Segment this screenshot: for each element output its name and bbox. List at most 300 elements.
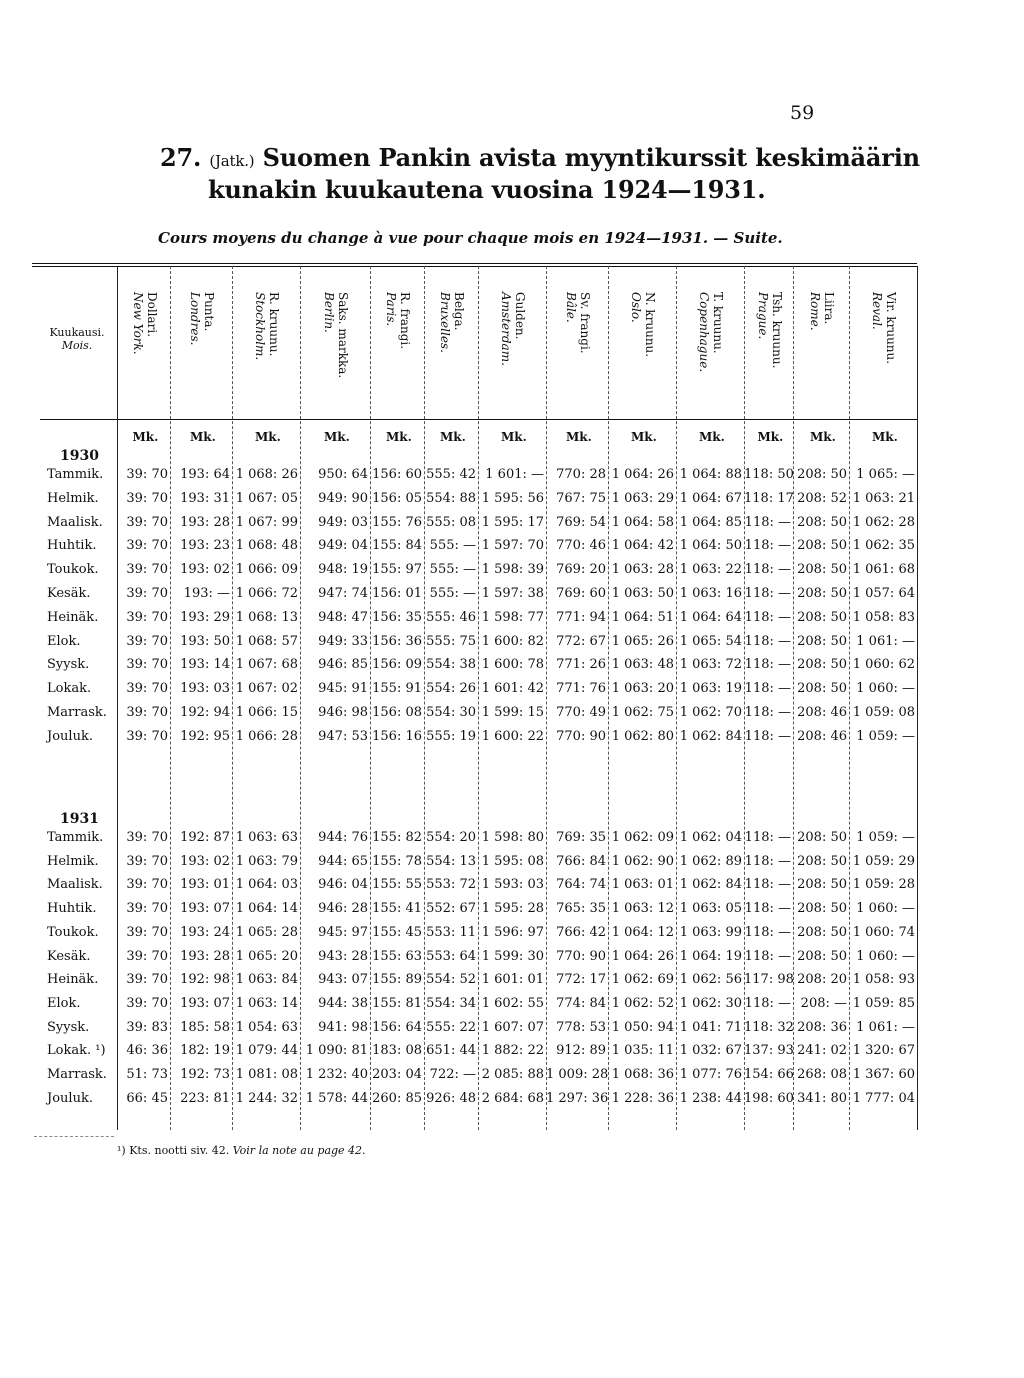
unit-label: Mk. <box>324 430 350 444</box>
rate-cell: 1 060: — <box>856 681 915 697</box>
rate-cell: 1 600: 22 <box>481 728 544 744</box>
rate-cell: 555: 46 <box>426 609 476 625</box>
header-currency <box>793 292 849 412</box>
month-label: Heinäk. <box>47 972 99 988</box>
month-label: Tammik. <box>47 467 104 482</box>
month-label: Jouluk. <box>47 1090 93 1106</box>
rate-cell: 1 597: 38 <box>481 586 544 601</box>
header-currency-label <box>870 292 898 364</box>
rate-cell: 193: 23 <box>180 538 230 554</box>
rate-cell: 208: 50 <box>797 901 847 917</box>
rate-cell: 943: 28 <box>318 948 368 964</box>
rate-cell: 208: 46 <box>797 705 847 720</box>
rate-cell: 1 578: 44 <box>305 1090 368 1106</box>
rate-cell: 555: 42 <box>426 467 476 482</box>
rate-cell: 193: 02 <box>180 562 230 578</box>
rate-cell: 766: 42 <box>556 924 606 940</box>
rate-cell: 948: 47 <box>318 609 368 625</box>
unit-label: Mk. <box>631 430 657 444</box>
currency-city: Bâle. <box>564 292 578 323</box>
rate-cell: 554: 26 <box>426 681 476 697</box>
rate-cell: 1 063: 19 <box>679 681 742 697</box>
rate-cell: 192: 73 <box>180 1067 230 1082</box>
rate-cell: 1 059: 08 <box>852 705 915 720</box>
rate-cell: 1 058: 83 <box>852 609 915 625</box>
rate-cell: 1 066: 28 <box>235 728 298 744</box>
rate-cell: 1 063: 20 <box>611 681 674 697</box>
footnote-fr: Voir la note au page 42. <box>232 1144 366 1157</box>
rate-cell: 555: — <box>429 586 476 601</box>
rate-cell: 118: 32 <box>744 1019 794 1035</box>
rate-cell: 1 035: 11 <box>611 1043 674 1059</box>
table-rule-0 <box>32 263 917 264</box>
rate-cell: 156: 08 <box>372 705 422 720</box>
rate-cell: 1 367: 60 <box>852 1067 915 1082</box>
rate-cell: 1 064: 64 <box>679 609 742 625</box>
month-label: Lokak. <box>47 681 92 697</box>
rate-cell: 1 063: 79 <box>235 853 298 869</box>
month-label: Syysk. <box>47 657 90 673</box>
rate-cell: 1 054: 63 <box>235 1019 298 1035</box>
currency-name: T. kruunu. <box>711 292 725 354</box>
rate-cell: 1 600: 82 <box>481 633 544 649</box>
rate-cell: 66: 45 <box>126 1090 168 1106</box>
rate-cell: 1 068: 36 <box>611 1067 674 1082</box>
month-label: Kesäk. <box>47 586 91 601</box>
rate-cell: 208: 50 <box>797 924 847 940</box>
currency-name: R. kruunu. <box>267 292 281 357</box>
rate-cell: 1 064: 67 <box>679 490 742 506</box>
rate-cell: 771: 94 <box>556 609 606 625</box>
rate-cell: 39: 70 <box>126 633 168 649</box>
rate-cell: 1 065: 28 <box>235 924 298 940</box>
header-currency <box>608 292 676 412</box>
currency-name: Vir. kruunu. <box>884 292 898 365</box>
month-label: Helmik. <box>47 853 99 869</box>
currency-name: R. frangi. <box>398 292 412 350</box>
rate-cell: 155: 78 <box>372 853 422 869</box>
rate-cell: 1 063: 12 <box>611 901 674 917</box>
rate-cell: 223: 81 <box>180 1090 230 1106</box>
rate-cell: 1 064: 51 <box>611 609 674 625</box>
rate-cell: 1 064: 26 <box>611 467 674 482</box>
rate-cell: 950: 64 <box>318 467 368 482</box>
rate-cell: 651: 44 <box>426 1043 476 1059</box>
rate-cell: 770: 28 <box>556 467 606 482</box>
rate-cell: 945: 97 <box>318 924 368 940</box>
header-currency-label <box>756 292 784 368</box>
header-currency-label <box>697 292 725 372</box>
rate-cell: 39: 70 <box>126 609 168 625</box>
header-currency <box>170 292 232 412</box>
rate-cell: 118: — <box>744 705 791 720</box>
rate-cell: 1 607: 07 <box>481 1019 544 1035</box>
rate-cell: 1 598: 39 <box>481 562 544 578</box>
rate-cell: 155: 89 <box>372 972 422 988</box>
rate-cell: 1 064: 12 <box>611 924 674 940</box>
rate-cell: 1 066: 15 <box>235 705 298 720</box>
rate-cell: 192: 98 <box>180 972 230 988</box>
rate-cell: 198: 60 <box>744 1090 794 1106</box>
rate-cell: 1 067: 68 <box>235 657 298 673</box>
rate-cell: 156: 05 <box>372 490 422 506</box>
footnote-divider <box>34 1136 114 1137</box>
unit-label: Mk. <box>386 430 412 444</box>
rate-cell: 1 064: 14 <box>235 901 298 917</box>
rate-cell: 155: 81 <box>372 995 422 1011</box>
rate-cell: 208: 50 <box>797 853 847 869</box>
rate-cell: 1 297: 36 <box>546 1090 609 1106</box>
rate-cell: 1 320: 67 <box>852 1043 915 1059</box>
header-currency <box>300 292 370 412</box>
month-label: Toukok. <box>47 562 99 578</box>
currency-city: Londres. <box>188 292 202 346</box>
rate-cell: 1 063: 21 <box>852 490 915 506</box>
table-rule-1 <box>32 266 917 267</box>
rate-cell: 137: 93 <box>744 1043 794 1059</box>
rate-cell: 208: 52 <box>797 490 847 506</box>
month-label: Helmik. <box>47 490 99 506</box>
rate-cell: 1 600: 78 <box>481 657 544 673</box>
rate-cell: 118: — <box>744 901 791 917</box>
rate-cell: 118: — <box>744 657 791 673</box>
rate-cell: 39: 70 <box>126 853 168 869</box>
rate-cell: 555: 19 <box>426 728 476 744</box>
rate-cell: 1 063: 50 <box>611 586 674 601</box>
rate-cell: 1 060: — <box>856 901 915 917</box>
month-label: Huhtik. <box>47 538 97 554</box>
currency-city: Prague. <box>755 292 770 340</box>
rate-cell: 1 601: 42 <box>481 681 544 697</box>
rate-cell: 1 063: 63 <box>235 830 298 845</box>
month-label: Lokak. ¹) <box>47 1043 106 1059</box>
unit-label: Mk. <box>699 430 725 444</box>
rate-cell: 208: 20 <box>797 972 847 988</box>
rate-cell: 941: 98 <box>318 1019 368 1035</box>
rate-cell: 949: 90 <box>318 490 368 506</box>
rate-cell: 949: 04 <box>318 538 368 554</box>
rate-cell: 554: 88 <box>426 490 476 506</box>
month-label: Marrask. <box>47 1067 107 1082</box>
rate-cell: 1 064: 85 <box>679 514 742 530</box>
rate-cell: 1 061: 68 <box>852 562 915 578</box>
rate-cell: 774: 84 <box>556 995 606 1011</box>
rate-cell: 155: 41 <box>372 901 422 917</box>
rate-cell: 1 059: 85 <box>852 995 915 1011</box>
rate-cell: 1 050: 94 <box>611 1019 674 1035</box>
rate-cell: 39: 70 <box>126 562 168 578</box>
rate-cell: 1 066: 72 <box>235 586 298 601</box>
rate-cell: 1 228: 36 <box>611 1090 674 1106</box>
currency-name: Sv. frangi. <box>578 292 592 354</box>
rate-cell: 1 064: 42 <box>611 538 674 554</box>
rate-cell: 926: 48 <box>426 1090 476 1106</box>
rate-cell: 203: 04 <box>372 1067 422 1082</box>
rate-cell: 156: 09 <box>372 657 422 673</box>
rate-cell: 118: — <box>744 586 791 601</box>
rate-cell: 1 063: 05 <box>679 901 742 917</box>
unit-label: Mk. <box>190 430 216 444</box>
header-month-fr: Mois. <box>61 339 93 352</box>
header-currency-label <box>629 292 657 357</box>
currency-city: Stockholm. <box>253 292 267 361</box>
rate-cell: 554: 34 <box>426 995 476 1011</box>
rate-cell: 208: 50 <box>797 562 847 578</box>
rate-cell: 39: 70 <box>126 728 168 744</box>
rate-cell: 1 062: 52 <box>611 995 674 1011</box>
rate-cell: 770: 49 <box>556 705 606 720</box>
month-label: Kesäk. <box>47 948 91 964</box>
rate-cell: 39: 83 <box>126 1019 168 1035</box>
rate-cell: 183: 08 <box>372 1043 422 1059</box>
header-currency-label <box>253 292 281 360</box>
rate-cell: 769: 54 <box>556 514 606 530</box>
rate-cell: 554: 30 <box>426 705 476 720</box>
rate-cell: 208: 50 <box>797 586 847 601</box>
rate-cell: 193: 50 <box>180 633 230 649</box>
rate-cell: 1 064: 26 <box>611 948 674 964</box>
month-label: Maalisk. <box>47 514 103 530</box>
rate-cell: 341: 80 <box>797 1090 847 1106</box>
rate-cell: 118: — <box>744 830 791 845</box>
rate-cell: 118: — <box>744 514 791 530</box>
rate-cell: 118: — <box>744 924 791 940</box>
rate-cell: 118: — <box>744 995 791 1011</box>
rate-cell: 1 598: 77 <box>481 609 544 625</box>
rate-cell: 2 085: 88 <box>481 1067 544 1082</box>
rate-cell: 1 062: 70 <box>679 705 742 720</box>
rate-cell: 945: 91 <box>318 681 368 697</box>
currency-city: Copenhague. <box>697 292 711 373</box>
rate-cell: 1 059: — <box>856 728 915 744</box>
rate-cell: 1 244: 32 <box>235 1090 298 1106</box>
rate-cell: 118: — <box>744 728 791 744</box>
rate-cell: 1 059: — <box>856 830 915 845</box>
rate-cell: 770: 46 <box>556 538 606 554</box>
rate-cell: 39: 70 <box>126 705 168 720</box>
header-currency-label <box>131 292 159 355</box>
rate-cell: 947: 53 <box>318 728 368 744</box>
currency-city: Oslo. <box>629 292 643 323</box>
rate-cell: 553: 11 <box>426 924 476 940</box>
header-currency <box>424 292 478 412</box>
rate-cell: 1 063: 48 <box>611 657 674 673</box>
month-label: Toukok. <box>47 924 99 940</box>
rate-cell: 118: 50 <box>744 467 794 482</box>
rate-cell: 1 062: 30 <box>679 995 742 1011</box>
header-currency-label <box>808 292 836 331</box>
rate-cell: 1 060: — <box>856 948 915 964</box>
rate-cell: 949: 03 <box>318 514 368 530</box>
month-label: Huhtik. <box>47 901 97 917</box>
rate-cell: 155: 84 <box>372 538 422 554</box>
rate-cell: 1 065: 54 <box>679 633 742 649</box>
rate-cell: 554: 38 <box>426 657 476 673</box>
rate-cell: 193: 24 <box>180 924 230 940</box>
title-text-1: Suomen Pankin avista myyntikurssit keskimäärin <box>262 143 920 172</box>
year-heading: 1931 <box>60 811 99 827</box>
rate-cell: 1 238: 44 <box>679 1090 742 1106</box>
rate-cell: 193: 01 <box>180 877 230 893</box>
rate-cell: 554: 20 <box>426 830 476 845</box>
rate-cell: 118: — <box>744 609 791 625</box>
currency-name: Saks. markka. <box>336 292 350 379</box>
rate-cell: 39: 70 <box>126 657 168 673</box>
month-label: Jouluk. <box>47 728 93 744</box>
rate-cell: 1 009: 28 <box>546 1067 609 1082</box>
rate-cell: 947: 74 <box>318 586 368 601</box>
header-currency <box>478 292 546 412</box>
rate-cell: 1 062: 28 <box>852 514 915 530</box>
header-currency-label <box>438 292 466 353</box>
header-currency <box>676 292 744 412</box>
rate-cell: 764: 74 <box>556 877 606 893</box>
rate-cell: 769: 60 <box>556 586 606 601</box>
rate-cell: 193: 31 <box>180 490 230 506</box>
header-currency <box>546 292 608 412</box>
rate-cell: 1 596: 97 <box>481 924 544 940</box>
currency-name: Gulden. <box>513 292 527 340</box>
rate-cell: 1 059: 28 <box>852 877 915 893</box>
rate-cell: 156: 60 <box>372 467 422 482</box>
rate-cell: 1 060: 62 <box>852 657 915 673</box>
currency-name: Belga. <box>452 292 466 331</box>
rate-cell: 1 041: 71 <box>679 1019 742 1035</box>
rate-cell: 771: 76 <box>556 681 606 697</box>
rate-cell: 39: 70 <box>126 514 168 530</box>
rate-cell: 1 090: 81 <box>305 1043 368 1059</box>
unit-label: Mk. <box>566 430 592 444</box>
rate-cell: 943: 07 <box>318 972 368 988</box>
rate-cell: 946: 04 <box>318 877 368 893</box>
rate-cell: 555: 08 <box>426 514 476 530</box>
rate-cell: 182: 19 <box>180 1043 230 1059</box>
rate-cell: 1 077: 76 <box>679 1067 742 1082</box>
rate-cell: 553: 64 <box>426 948 476 964</box>
rate-cell: 117: 98 <box>744 972 794 988</box>
currency-city: Bruxelles. <box>438 292 452 353</box>
rate-cell: 948: 19 <box>318 562 368 578</box>
rate-cell: 1 064: 19 <box>679 948 742 964</box>
column-separator <box>917 266 918 1130</box>
rate-cell: 770: 90 <box>556 948 606 964</box>
month-label: Heinäk. <box>47 609 99 625</box>
header-month-fi: Kuukausi. <box>49 326 105 339</box>
rate-cell: 155: 97 <box>372 562 422 578</box>
rate-cell: 39: 70 <box>126 830 168 845</box>
rate-cell: 1 063: 16 <box>679 586 742 601</box>
rate-cell: 1 068: 57 <box>235 633 298 649</box>
rate-cell: 208: 50 <box>797 609 847 625</box>
header-currency-label <box>188 292 216 345</box>
header-currency-label <box>322 292 350 378</box>
rate-cell: 208: 50 <box>797 681 847 697</box>
rate-cell: 944: 38 <box>318 995 368 1011</box>
currency-name: Punta. <box>202 292 216 332</box>
rate-cell: 156: 35 <box>372 609 422 625</box>
rate-cell: 155: 91 <box>372 681 422 697</box>
rate-cell: 912: 89 <box>556 1043 606 1059</box>
rate-cell: 1 063: 28 <box>611 562 674 578</box>
rate-cell: 1 601: — <box>485 467 544 482</box>
rate-cell: 1 061: — <box>856 1019 915 1035</box>
rate-cell: 118: 17 <box>744 490 794 506</box>
header-currency <box>232 292 300 412</box>
rate-cell: 193: 14 <box>180 657 230 673</box>
rate-cell: 1 062: 09 <box>611 830 674 845</box>
rate-cell: 1 062: 69 <box>611 972 674 988</box>
header-month <box>40 326 114 352</box>
rate-cell: 155: 55 <box>372 877 422 893</box>
rate-cell: 1 068: 13 <box>235 609 298 625</box>
rate-cell: 769: 20 <box>556 562 606 578</box>
rate-cell: 772: 67 <box>556 633 606 649</box>
rate-cell: 1 063: 84 <box>235 972 298 988</box>
rate-cell: 1 599: 15 <box>481 705 544 720</box>
rate-cell: 722: — <box>429 1067 476 1082</box>
rate-cell: 1 595: 17 <box>481 514 544 530</box>
rate-cell: 1 595: 08 <box>481 853 544 869</box>
rate-cell: 1 065: 26 <box>611 633 674 649</box>
rate-cell: 1 595: 28 <box>481 901 544 917</box>
rate-cell: 1 062: 75 <box>611 705 674 720</box>
rate-cell: 156: 64 <box>372 1019 422 1035</box>
rate-cell: 1 602: 55 <box>481 995 544 1011</box>
month-label: Maalisk. <box>47 877 103 893</box>
month-label: Elok. <box>47 633 81 649</box>
header-currency-label <box>499 292 527 366</box>
rate-cell: 1 597: 70 <box>481 538 544 554</box>
rate-cell: 208: 50 <box>797 514 847 530</box>
rate-cell: 193: 64 <box>180 467 230 482</box>
rate-cell: 1 058: 93 <box>852 972 915 988</box>
rate-cell: 39: 70 <box>126 901 168 917</box>
rate-cell: 1 062: 80 <box>611 728 674 744</box>
rate-cell: 769: 35 <box>556 830 606 845</box>
rate-cell: 208: 50 <box>797 538 847 554</box>
rate-cell: 555: — <box>429 538 476 554</box>
rate-cell: 772: 17 <box>556 972 606 988</box>
rate-cell: 1 064: 03 <box>235 877 298 893</box>
rate-cell: 1 599: 30 <box>481 948 544 964</box>
currency-city: Reval. <box>870 292 884 330</box>
rate-cell: 118: — <box>744 853 791 869</box>
currency-name: Liira. <box>822 292 836 325</box>
rate-cell: 944: 65 <box>318 853 368 869</box>
rate-cell: 1 062: 35 <box>852 538 915 554</box>
rate-cell: 39: 70 <box>126 490 168 506</box>
rate-cell: 39: 70 <box>126 948 168 964</box>
year-heading: 1930 <box>60 448 99 464</box>
rate-cell: 156: 36 <box>372 633 422 649</box>
rate-cell: 1 081: 08 <box>235 1067 298 1082</box>
rate-cell: 555: 75 <box>426 633 476 649</box>
rate-cell: 118: — <box>744 538 791 554</box>
rate-cell: 118: — <box>744 562 791 578</box>
footnote-mark: ¹) <box>117 1144 126 1157</box>
unit-label: Mk. <box>501 430 527 444</box>
rate-cell: 946: 28 <box>318 901 368 917</box>
rate-cell: 553: 72 <box>426 877 476 893</box>
rate-cell: 46: 36 <box>126 1043 168 1059</box>
footnote <box>117 1144 366 1157</box>
rate-cell: 1 062: 84 <box>679 877 742 893</box>
rate-cell: 193: — <box>183 586 230 601</box>
rate-cell: 1 067: 02 <box>235 681 298 697</box>
rate-cell: 949: 33 <box>318 633 368 649</box>
rate-cell: 1 882: 22 <box>481 1043 544 1059</box>
rate-cell: 193: 07 <box>180 901 230 917</box>
